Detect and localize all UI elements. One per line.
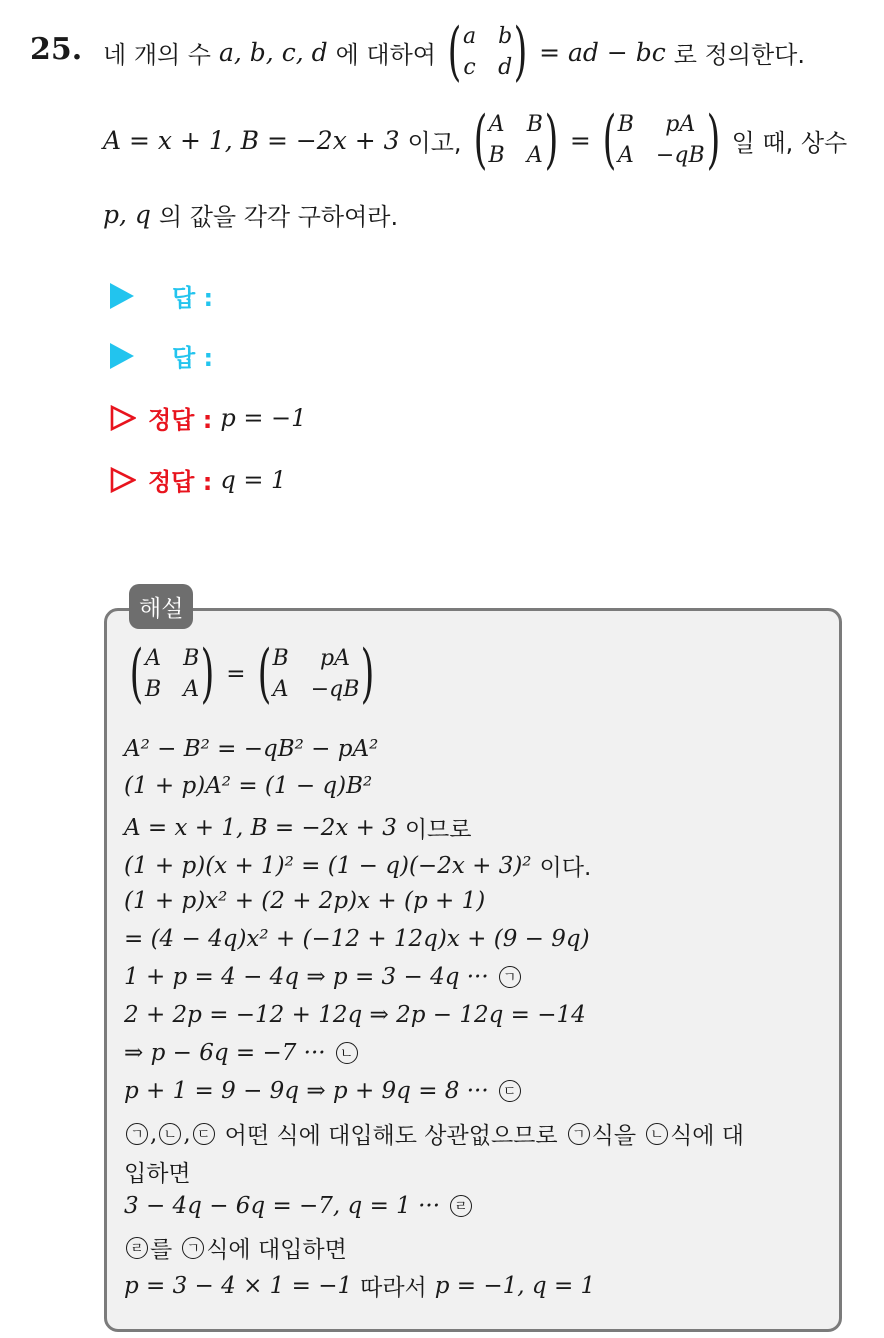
play-triangle-icon [110,283,134,309]
solution-text: 이므로 [404,817,472,843]
answer-blank-2[interactable] [110,338,213,373]
matrix-cell: −qB [310,677,360,702]
solution-step: ㄱ , ㄴ , ㄷ 어떤 식에 대입해도 상관없으므로 ㄱ 식을 ㄴ 식에 대 [124,1117,744,1150]
matrix-cell: b [498,24,513,49]
solution-formula: p + 1 = 9 − 9q ⇒ p + 9q = 8 ··· [124,1078,489,1104]
problem-text: 에 대하여 [335,40,436,69]
solution-formula: ⇒ p − 6q = −7 ··· [124,1040,326,1066]
solution-step: 2 + 2p = −12 + 12q ⇒ 2p − 12q = −14 [124,1002,586,1028]
answer-label: 답 : [172,284,214,312]
problem-vars: p, q [103,200,151,229]
solution-text: 어떤 식에 대입해도 상관없으므로 [224,1123,558,1149]
correct-value: q = 1 [220,465,287,494]
circled-label: ㄹ [450,1195,472,1217]
solution-step: = (4 − 4q)x² + (−12 + 12q)x + (9 − 9q) [124,926,590,952]
solution-matrix-line [124,637,386,711]
matrix-cell: pA [665,112,696,137]
solution-text: 를 [150,1237,173,1263]
equals-sign: = [569,125,591,155]
matrix-cell: d [498,55,513,80]
solution-step [124,849,591,882]
definition-matrix: ( a b c d ) [447,15,528,89]
left-matrix: ( A B B A ) [473,103,559,177]
matrix-cell: a [462,24,477,49]
problem-line-2 [103,103,848,177]
matrix-cell: −qB [655,143,705,168]
solution-step [124,1078,523,1104]
matrix-cell: B [183,646,200,671]
circled-label: ㄱ [126,1123,148,1145]
solution-step [124,964,523,990]
solution-formula: 3 − 4q − 6q = −7, q = 1 ··· [124,1193,441,1219]
problem-number: 25. [30,32,83,67]
matrix-cell: A [145,646,161,671]
matrix-cell: A [526,143,543,168]
matrix-cell: A [488,112,505,137]
circled-label: ㄱ [499,966,521,988]
matrix-cell: B [526,112,543,137]
solution-formula: 1 + p = 4 − 4q ⇒ p = 3 − 4q ··· [124,964,489,990]
solution-step [124,1269,595,1302]
circled-label: ㄱ [182,1237,204,1259]
matrix-cell: B [144,677,162,702]
circled-label: ㄴ [646,1123,668,1145]
play-triangle-icon [110,343,134,369]
circled-label: ㄴ [336,1042,358,1064]
solution-text: 식을 [591,1123,637,1149]
solution-formula: A = x + 1, B = −2x + 3 [124,814,397,841]
solution-text: 식에 대 [670,1123,745,1149]
correct-label: 정답 : [148,406,213,434]
matrix-cell: pA [320,646,351,671]
matrix-cell: B [617,112,634,137]
correct-label: 정답 : [148,468,213,496]
solution-step [124,1040,360,1066]
solution-step: (1 + p)A² = (1 − q)B² [124,773,373,799]
problem-text: 네 개의 수 [103,40,211,69]
circled-label: ㄱ [568,1123,590,1145]
solution-formula: p = 3 − 4 × 1 = −1 [124,1272,353,1299]
matrix-cell: c [463,55,476,80]
matrix-cell: A [272,677,289,702]
circled-label: ㄹ [126,1237,148,1259]
solution-badge: 해설 [129,584,193,629]
solution-step [124,1193,474,1219]
matrix-cell: A [183,677,200,702]
left-matrix: ( A B B A ) [129,637,215,711]
equals-sign: = [226,661,246,687]
solution-step [124,811,471,844]
solution-step: 입하면 [124,1161,191,1187]
answer-label: 답 : [172,344,214,372]
outline-triangle-icon [110,405,136,431]
outline-triangle-icon [110,467,136,493]
circled-label: ㄷ [499,1080,521,1102]
circled-label: ㄷ [193,1123,215,1145]
correct-value: p = −1 [220,403,307,432]
problem-defs: A = x + 1, B = −2x + 3 [103,125,400,155]
solution-text: 따라서 [360,1275,427,1301]
right-matrix: ( B pA A −qB ) [257,637,375,711]
problem-text: 이고, [407,128,462,157]
solution-step [124,1231,347,1264]
problem-line-1 [103,15,805,89]
solution-step: A² − B² = −qB² − pA² [124,736,379,762]
correct-answer-2 [110,462,286,497]
problem-vars: a, b, c, d [219,37,328,67]
problem-line-3 [103,197,398,232]
problem-text: 의 값을 각각 구하여라. [158,203,399,231]
problem-text: 로 정의한다. [673,40,805,69]
solution-step: (1 + p)x² + (2 + 2p)x + (p + 1) [124,888,486,914]
matrix-cell: A [617,143,634,168]
solution-formula: p = −1, q = 1 [434,1272,596,1299]
answer-blank-1[interactable] [110,278,213,313]
solution-text: 식에 대입하면 [206,1237,347,1263]
definition-formula: = ad − bc [539,37,666,67]
matrix-cell: B [488,143,505,168]
solution-formula: (1 + p)(x + 1)² = (1 − q)(−2x + 3)² [124,852,532,879]
circled-label: ㄴ [159,1123,181,1145]
correct-answer-1 [110,400,306,435]
solution-text: 이다. [539,855,592,881]
problem-text: 일 때, 상수 [731,128,848,157]
matrix-cell: B [272,646,289,671]
right-matrix: ( B pA A −qB ) [602,103,720,177]
